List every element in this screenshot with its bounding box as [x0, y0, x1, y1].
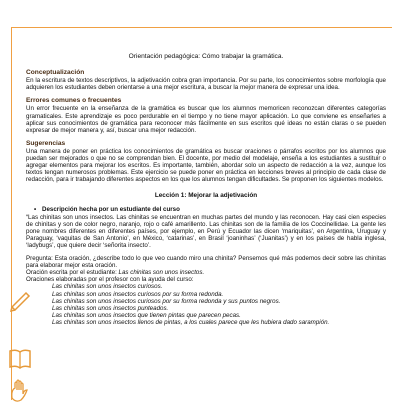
book-icon — [6, 345, 34, 373]
elaborated-intro: Oraciones elaboradas por el profesor con la ayuda del curso: — [26, 276, 194, 284]
section-heading-conceptualizacion: Conceptualización — [26, 69, 85, 77]
student-sentence — [26, 269, 386, 276]
document-content — [26, 53, 386, 326]
section-text-sugerencias: Una manera de poner en práctica los conocimientos de gramática es buscar oraciones o párrafos escritos por los alumnos que puedan ser mejorados o que no se comprendan bien. El docente, por medio del modelaje, enseña a los estudiantes a sustituir o agregar elementos para mejorar los escritos. Es importante, también, abordar solo un aspecto de redacción a la vez, aunque los textos tengan numerosos problemas. Este ejercicio se puede poner en práctica en lecciones breves al principio de cada clase de redacción, para ir trabajando diferentes aspectos en los que los alumnos tengan dificultades. Se proponen los siguientes modelos. — [26, 147, 386, 184]
student-description-quote: “Las chinitas son unos insectos. Las chinitas se encuentran en muchas partes del mundo y las reconocen. Hay casi cien especies de chinitas y son de color negro, naranjo, rojo o café amarillento. Las chinitas son de la familia de los Coccinellidae. La gente les pone nombres diferentes en diferentes países, por ejemplo, en Perú y Ecuador las dicen ‘mariquitas’, en Argentina, Uruguay y Paraguay, ‘vaquitas de San Antonio’, en México, ‘catarinas’, en Brasil ‘joaninhas’ (‘Juanitas’) y en los países de habla inglesa, ‘ladybugs’, que quiere decir ‘señorita insecto’. — [26, 213, 386, 249]
lesson-bullet-title: • Descripción hecha por un estudiante del curso — [42, 206, 386, 213]
list-item: Las chinitas son unos insectos llenos de pintas, a los cuales parece que les hubiera dado sarampión. — [52, 318, 330, 326]
student-sentence-prefix: Oración escrita por el estudiante: — [26, 269, 119, 277]
hand-icon — [6, 378, 34, 406]
section-heading-sugerencias: Sugerencias — [26, 139, 66, 147]
lesson-question: Pregunta: Esta oración, ¿describe todo lo que veo cuando miro una chinita? Pensemos qué más podemos decir sobre las chinitas para elaborar mejor esta oración. — [26, 255, 386, 270]
page-title: Orientación pedagógica: Cómo trabajar la gramática. — [128, 53, 284, 60]
student-sentence-italic: Las chinitas son unos insectos. — [118, 269, 205, 277]
section-text-conceptualizacion: En la escritura de textos descriptivos, la adjetivación cobra gran importancia. Por su parte, los conocimientos sobre morfología que adquieren los estudiantes deben orientarse a una mejor escritura, a buscar la mejor manera de expresar una idea. — [26, 77, 386, 92]
list-item: Las chinitas son unos insectos curiosos por su forma redonda. — [52, 290, 224, 298]
list-item: Las chinitas son unos insectos curiosos por su forma redonda y sus puntos negros. — [52, 297, 281, 305]
list-item: Las chinitas son unos insectos que tienen pintas que parecen pecas. — [52, 311, 241, 319]
section-heading-errores: Errores comunes o frecuentes — [26, 97, 122, 105]
list-item: Las chinitas son unos insectos curiosos. — [52, 283, 163, 291]
page-border-top — [12, 27, 392, 28]
section-text-errores: Un error frecuente en la enseñanza de la gramática es buscar que los alumnos memoricen reconozcan diferentes categorías gramaticales. Este aprendizaje es poco perdurable en el tiempo y no tiene mayor aplicación. Lo que conviene es enseñarles a aplicar sus conocimientos de gramática para reconocer más fácilmente en sus escritos qué ideas no están claras o se pueden expresar de mejor manera y, así, buscar una mejor redacción. — [26, 105, 386, 134]
lesson-heading: Lección 1: Mejorar la adjetivación — [154, 192, 258, 200]
list-item: Las chinitas son unos insectos punteados. — [52, 304, 169, 312]
elaborated-sentences-list — [26, 283, 386, 326]
